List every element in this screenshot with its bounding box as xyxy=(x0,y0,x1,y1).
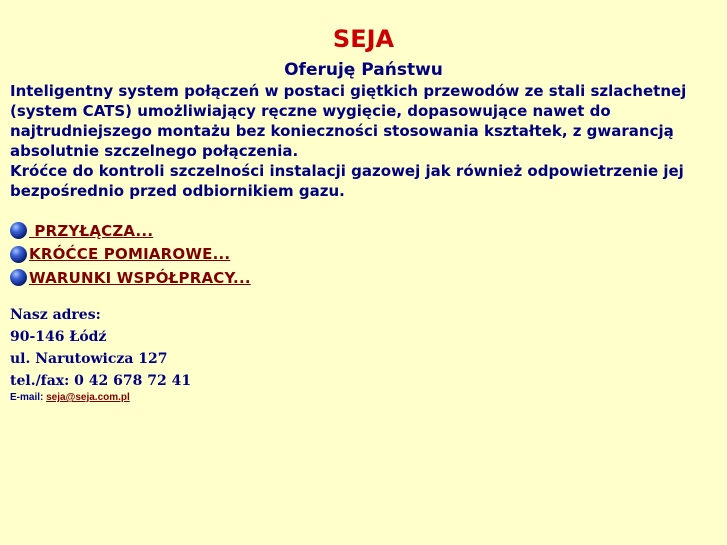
link-item-przylacza xyxy=(10,219,410,243)
page-subtitle: Oferuję Państwu xyxy=(284,60,443,80)
intro-line: Króćce do kontroli szczelności instalacji gazowej jak również odpowietrzenie jej xyxy=(10,162,684,180)
blue-ball-bullet-icon xyxy=(10,246,27,263)
address-phone: tel./fax: 0 42 678 72 41 xyxy=(10,373,192,389)
blue-ball-bullet-icon xyxy=(10,269,27,286)
link-item-krocce xyxy=(10,243,410,267)
brand-title: SEJA xyxy=(332,25,395,53)
address-heading: Nasz adres: xyxy=(10,307,101,323)
email-label: E-mail: xyxy=(10,392,47,403)
address-city: 90-146 Łódź xyxy=(10,329,107,345)
link-krocce-pomiarowe[interactable]: KRÓĆCE POMIAROWE... xyxy=(29,245,231,264)
address-block xyxy=(10,304,191,392)
intro-line: absolutnie szczelnego połączenia. xyxy=(10,142,299,160)
link-item-warunki xyxy=(10,266,410,290)
address-street: ul. Narutowicza 127 xyxy=(10,351,168,367)
intro-line: najtrudniejszego montażu bez konieczności stosowania kształtek, z gwarancją xyxy=(10,122,674,140)
intro-text xyxy=(10,81,715,201)
product-links xyxy=(10,219,410,290)
email-link[interactable]: seja@seja.com.pl xyxy=(46,392,130,403)
intro-line: bezpośrednio przed odbiornikiem gazu. xyxy=(10,182,345,200)
email-row xyxy=(10,392,130,403)
link-przylacza[interactable]: PRZYŁĄCZA... xyxy=(29,221,154,240)
intro-line: (system CATS) umożliwiający ręczne wygięcie, dopasowujące nawet do xyxy=(10,102,611,120)
link-warunki-wspolpracy[interactable]: WARUNKI WSPÓŁPRACY... xyxy=(29,268,251,287)
intro-line: Inteligentny system połączeń w postaci giętkich przewodów ze stali szlachetnej xyxy=(10,82,687,100)
blue-ball-bullet-icon xyxy=(10,222,27,239)
